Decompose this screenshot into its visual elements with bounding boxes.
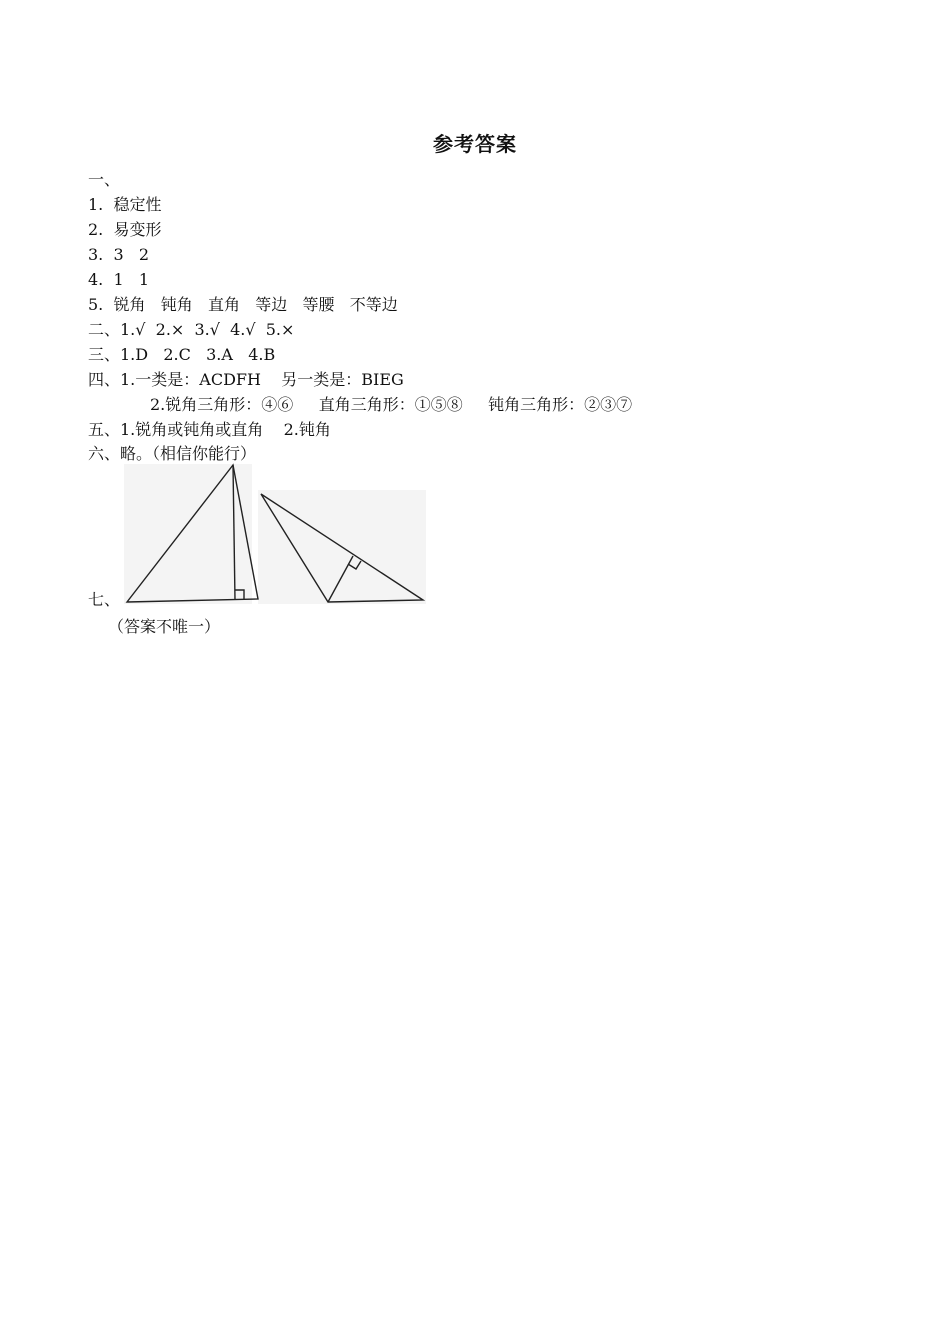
section-1-item-4: 4. 1 1: [88, 270, 150, 289]
section-2: 二、1.√ 2.× 3.√ 4.√ 5.×: [88, 320, 295, 339]
section-1-item-3: 3. 3 2: [88, 245, 150, 264]
section-4-line-1: 四、1.一类是：ACDFH 另一类是：BIEG: [88, 370, 404, 389]
section-1-item-5: 5. 锐角 钝角 直角 等边 等腰 不等边: [88, 295, 398, 314]
triangle-heights-figure: [122, 462, 428, 606]
section-7-note: （答案不唯一）: [108, 617, 221, 636]
section-1-heading: 一、: [88, 170, 121, 189]
page-title: 参考答案: [433, 132, 517, 156]
section-4-line-2: 2.锐角三角形：④⑥ 直角三角形：①⑤⑧ 钝角三角形：②③⑦: [150, 395, 633, 414]
section-1-item-2: 2. 易变形: [88, 220, 162, 239]
section-1-item-1: 1. 稳定性: [88, 195, 162, 214]
section-6: 六、略。（相信你能行）: [88, 444, 257, 463]
section-7-label: 七、: [88, 590, 121, 609]
section-5: 五、1.锐角或钝角或直角 2.钝角: [88, 420, 331, 439]
section-3: 三、1.D 2.C 3.A 4.B: [88, 345, 276, 364]
